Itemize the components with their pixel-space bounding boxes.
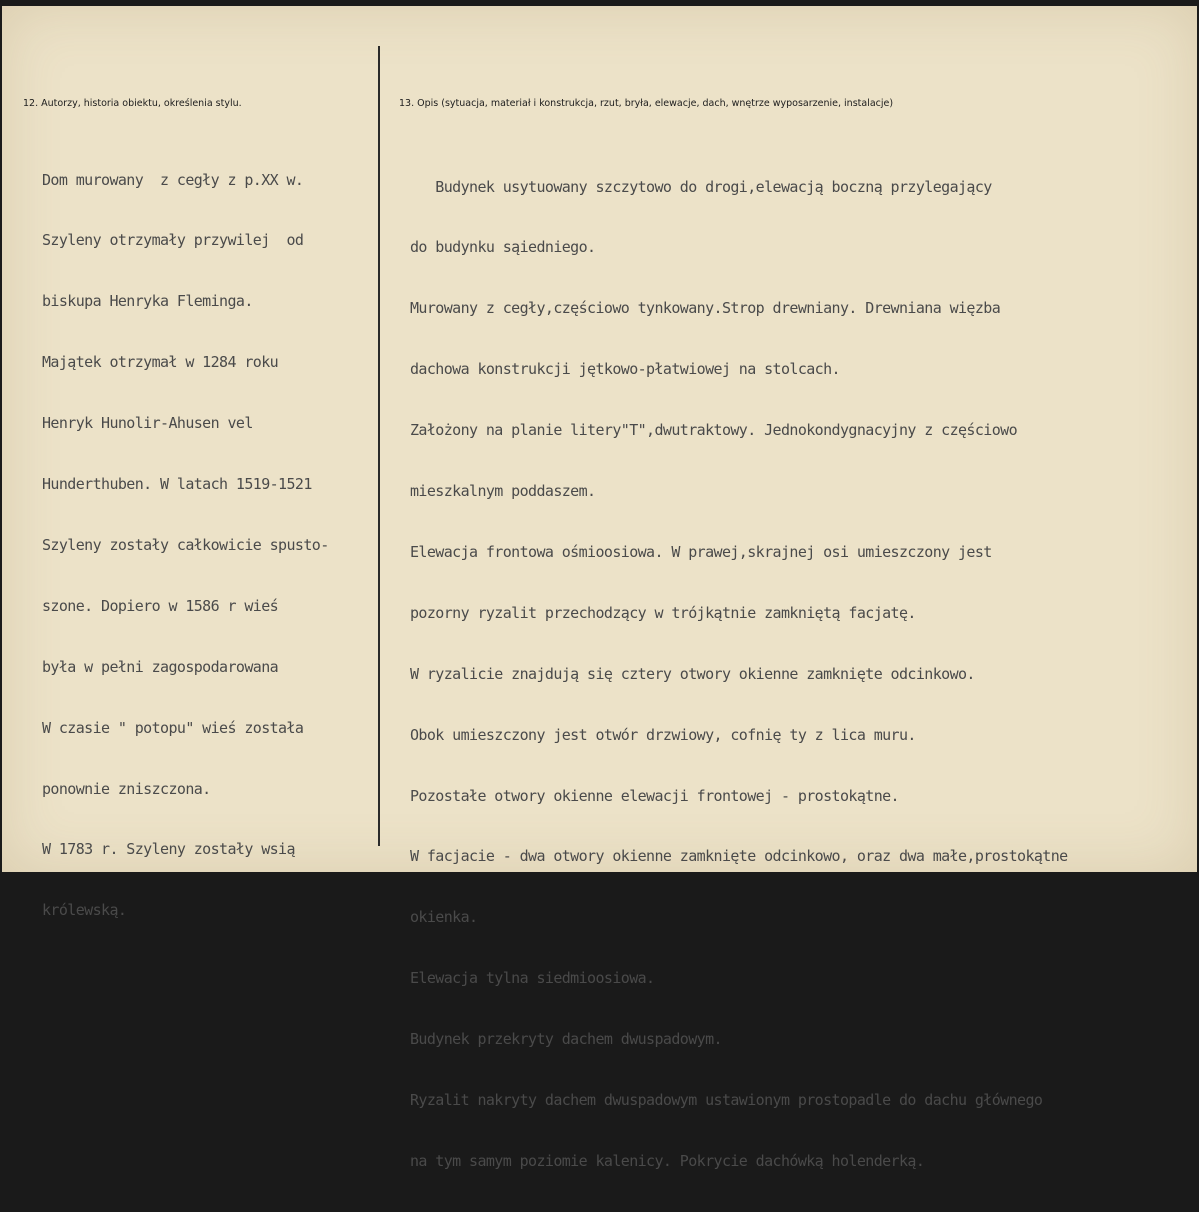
document-card — [2, 6, 1197, 1170]
section-13-text — [410, 136, 1068, 1212]
text-line: Szyleny otrzymały przywilej od — [42, 231, 304, 250]
text-line: Budynek usytuowany szczytowo do drogi,elewacją boczną przylegający — [410, 177, 992, 196]
text-line: W czasie " potopu" wieś została — [42, 718, 304, 737]
text-line: Obok umieszczony jest otwór drzwiowy, cofnię ty z lica muru. — [410, 725, 916, 744]
text-line: Dom murowany z cegły z p.XX w. — [42, 170, 304, 189]
text-line: biskupa Henryka Fleminga. — [42, 292, 253, 311]
text-line: Elewacja frontowa ośmioosiowa. W prawej,skrajnej osi umieszczony jest — [410, 542, 992, 561]
text-line: królewską. — [42, 901, 127, 920]
text-line: Budynek przekryty dachem dwuspadowym. — [410, 1030, 722, 1049]
text-line: na tym samym poziomie kalenicy. Pokrycie dachówką holenderką. — [410, 1151, 925, 1170]
text-line: do budynku sąiedniego. — [410, 238, 596, 257]
text-line: szone. Dopiero w 1586 r wieś — [42, 596, 279, 615]
text-line: Elewacja tylna siedmioosiowa. — [410, 969, 655, 988]
text-line: okienka. — [410, 908, 478, 927]
text-line: Ryzalit nakryty dachem dwuspadowym ustawionym prostopadle do dachu głównego — [410, 1090, 1043, 1109]
text-line: ponownie zniszczona. — [42, 779, 211, 798]
text-line: pozorny ryzalit przechodzący w trójkątnie zamkniętą facjatę. — [410, 603, 916, 622]
text-line: dachowa konstrukcji jętkowo-płatwiowej na stolcach. — [410, 360, 840, 379]
text-line: Założony na planie litery"T",dwutraktowy. Jednokondygnacyjny z częściowo — [410, 421, 1018, 440]
text-line: W facjacie - dwa otwory okienne zamknięte odcinkowo, oraz dwa małe,prostokątne — [410, 847, 1068, 866]
text-line: była w pełni zagospodarowana — [42, 657, 279, 676]
text-line: Szyleny zostały całkowicie spusto- — [42, 535, 329, 554]
column-divider — [378, 46, 380, 846]
text-line: Hunderthuben. W latach 1519-1521 — [42, 475, 312, 494]
text-line: Murowany z cegły,częściowo tynkowany.Strop drewniany. Drewniana więzba — [410, 299, 1001, 318]
text-line: Henryk Hunolir-Ahusen vel — [42, 414, 253, 433]
section-12-heading: 12. Autorzy, historia obiektu, określenia stylu. — [23, 98, 242, 109]
text-line: Pozostałe otwory okienne elewacji frontowej - prostokątne. — [410, 786, 899, 805]
section-12-text — [42, 129, 329, 961]
text-line: mieszkalnym poddaszem. — [410, 482, 596, 501]
text-line: W 1783 r. Szyleny zostały wsią — [42, 840, 295, 859]
text-line: W ryzalicie znajdują się cztery otwory okienne zamknięte odcinkowo. — [410, 664, 975, 683]
text-line: Majątek otrzymał w 1284 roku — [42, 353, 279, 372]
section-13-heading: 13. Opis (sytuacja, materiał i konstrukcja, rzut, bryła, elewacje, dach, wnętrze wyposarzenie, instalacje) — [399, 98, 894, 109]
